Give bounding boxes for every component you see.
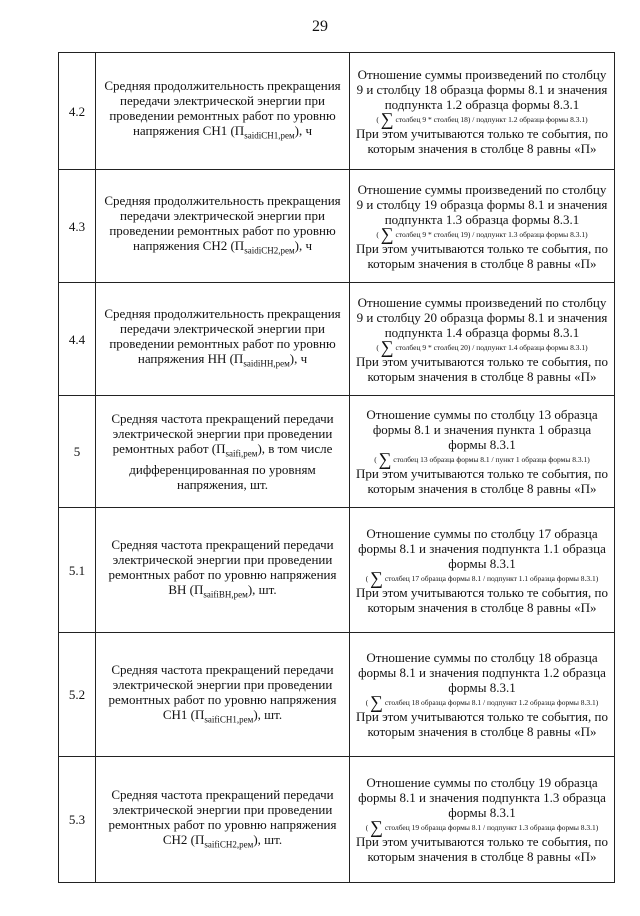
calc-note: При этом учитываются только те события, по которым значения в столбце 8 равны «П» bbox=[356, 584, 608, 615]
sum-formula: ( ∑ столбец 19 образца формы 8.1 / подпункт 1.3 образца формы 8.3.1) bbox=[365, 817, 599, 837]
indicator-name: Средняя продолжительность прекращения передачи электрической энергии при проведении ремонтных работ по уровню напряжения НН $(П_{saidiНН,рем})$, ч bbox=[96, 283, 350, 396]
table-row bbox=[59, 283, 615, 396]
sigma-symbol: ∑ bbox=[378, 449, 392, 469]
page-number: 29 bbox=[312, 18, 328, 35]
indicators-table bbox=[58, 52, 615, 883]
calc-main-text: Отношение суммы по столбцу 13 образца формы 8.1 и значения пункта 1 образца формы 8.3.1 bbox=[366, 407, 598, 452]
calc-main-text: Отношение суммы произведений по столбцу 9 и столбцу 20 образца формы 8.1 и значения подпункта 1.4 образца формы 8.3.1 bbox=[356, 294, 608, 340]
calculation-method bbox=[350, 757, 615, 883]
sum-formula: ( ∑ столбец 9 * столбец 19) / подпункт 1.3 образца формы 8.3.1) bbox=[376, 223, 588, 244]
item-number: 4.2 bbox=[59, 53, 96, 170]
table-row bbox=[59, 396, 615, 508]
sum-formula: ( ∑ столбец 18 образца формы 8.1 / подпункт 1.2 образца формы 8.3.1) bbox=[365, 692, 599, 712]
indicator-name: Средняя продолжительность прекращения передачи электрической энергии при проведении ремонтных работ по уровню напряжения СН1 $(П_{saidiСН1,рем})$, ч bbox=[96, 53, 350, 170]
sigma-symbol: ∑ bbox=[370, 567, 383, 588]
indicator-name: Средняя частота прекращений передачи электрической энергии при проведении ремонтных работ $(П_{saifi,рем})$, в том числе дифференцированная по уровням напряжения, шт. bbox=[96, 396, 350, 508]
sum-formula: ( ∑ столбец 17 образца формы 8.1 / подпункт 1.1 образца формы 8.3.1) bbox=[365, 567, 599, 588]
sigma-symbol: ∑ bbox=[370, 817, 383, 837]
item-number: 5.2 bbox=[59, 633, 96, 757]
calc-note: При этом учитываются только те события, по которым значения в столбце 8 равны «П» bbox=[356, 240, 608, 271]
sum-formula: ( ∑ столбец 9 * столбец 18) / подпункт 1.2 образца формы 8.3.1) bbox=[376, 108, 588, 129]
calc-main-text: Отношение суммы по столбцу 17 образца формы 8.1 и значения подпункта 1.1 образца формы 8.3.1 bbox=[358, 525, 606, 571]
calculation-method bbox=[350, 283, 615, 396]
sum-formula-text: столбец 13 образца формы 8.1 / пункт 1 образца формы 8.3.1) bbox=[393, 455, 590, 464]
sum-formula-text: столбец 9 * столбец 19) / подпункт 1.3 образца формы 8.3.1) bbox=[395, 229, 588, 239]
sum-formula-text: столбец 9 * столбец 20) / подпункт 1.4 образца формы 8.3.1) bbox=[395, 342, 588, 352]
calc-main-text: Отношение суммы произведений по столбцу 9 и столбцу 19 образца формы 8.1 и значения подпункта 1.3 образца формы 8.3.1 bbox=[356, 181, 608, 227]
calc-note: При этом учитываются только те события, по которым значения в столбце 8 равны «П» bbox=[356, 834, 608, 864]
sum-formula-text: столбец 17 образца формы 8.1 / подпункт 1.1 образца формы 8.3.1) bbox=[384, 573, 599, 583]
indicator-name: Средняя продолжительность прекращения передачи электрической энергии при проведении ремонтных работ по уровню напряжения СН2 $(П_{saidiСН2,рем})$, ч bbox=[96, 170, 350, 283]
calc-note: При этом учитываются только те события, по которым значения в столбце 8 равны «П» bbox=[356, 466, 608, 496]
table-row bbox=[59, 633, 615, 757]
calculation-method bbox=[350, 170, 615, 283]
calculation-method bbox=[350, 396, 615, 508]
sum-formula-text: столбец 18 образца формы 8.1 / подпункт 1.2 образца формы 8.3.1) bbox=[384, 698, 599, 707]
sigma-symbol: ∑ bbox=[380, 223, 394, 244]
calculation-method bbox=[350, 633, 615, 757]
item-number: 4.4 bbox=[59, 283, 96, 396]
indicator-name: Средняя частота прекращений передачи электрической энергии при проведении ремонтных работ по уровню напряжения СН1 $(П_{saifiСН1,рем})$, шт. bbox=[96, 633, 350, 757]
item-number: 5.1 bbox=[59, 508, 96, 633]
table-row bbox=[59, 53, 615, 170]
sum-formula-text: столбец 9 * столбец 18) / подпункт 1.2 образца формы 8.3.1) bbox=[395, 114, 588, 124]
calculation-method bbox=[350, 508, 615, 633]
table-row bbox=[59, 508, 615, 633]
sigma-symbol: ∑ bbox=[370, 692, 383, 712]
sum-formula: ( ∑ столбец 9 * столбец 20) / подпункт 1.4 образца формы 8.3.1) bbox=[376, 336, 588, 357]
item-number: 5.3 bbox=[59, 757, 96, 883]
sum-formula-text: столбец 19 образца формы 8.1 / подпункт 1.3 образца формы 8.3.1) bbox=[384, 823, 599, 832]
sigma-symbol: ∑ bbox=[380, 336, 394, 357]
table-row bbox=[59, 170, 615, 283]
calc-main-text: Отношение суммы по столбцу 18 образца формы 8.1 и значения подпункта 1.2 образца формы 8.3.1 bbox=[358, 650, 606, 695]
sigma-symbol: ∑ bbox=[380, 108, 394, 129]
sum-formula: ( ∑ столбец 13 образца формы 8.1 / пункт 1 образца формы 8.3.1) bbox=[374, 449, 590, 469]
calc-note: При этом учитываются только те события, по которым значения в столбце 8 равны «П» bbox=[356, 353, 608, 384]
table-row bbox=[59, 757, 615, 883]
calc-main-text: Отношение суммы произведений по столбцу 9 и столбцу 18 образца формы 8.1 и значения подпункта 1.2 образца формы 8.3.1 bbox=[356, 66, 608, 112]
calc-note: При этом учитываются только те события, по которым значения в столбце 8 равны «П» bbox=[356, 709, 608, 739]
indicator-name: Средняя частота прекращений передачи электрической энергии при проведении ремонтных работ по уровню напряжения ВН $(П_{saifiВН,рем})$, шт. bbox=[96, 508, 350, 633]
calc-main-text: Отношение суммы по столбцу 19 образца формы 8.1 и значения подпункта 1.3 образца формы 8.3.1 bbox=[358, 775, 606, 820]
item-number: 5 bbox=[59, 396, 96, 508]
item-number: 4.3 bbox=[59, 170, 96, 283]
calc-note: При этом учитываются только те события, по которым значения в столбце 8 равны «П» bbox=[356, 125, 608, 156]
calculation-method bbox=[350, 53, 615, 170]
indicator-name: Средняя частота прекращений передачи электрической энергии при проведении ремонтных работ по уровню напряжения СН2 $(П_{saifiСН2,рем})$, шт. bbox=[96, 757, 350, 883]
